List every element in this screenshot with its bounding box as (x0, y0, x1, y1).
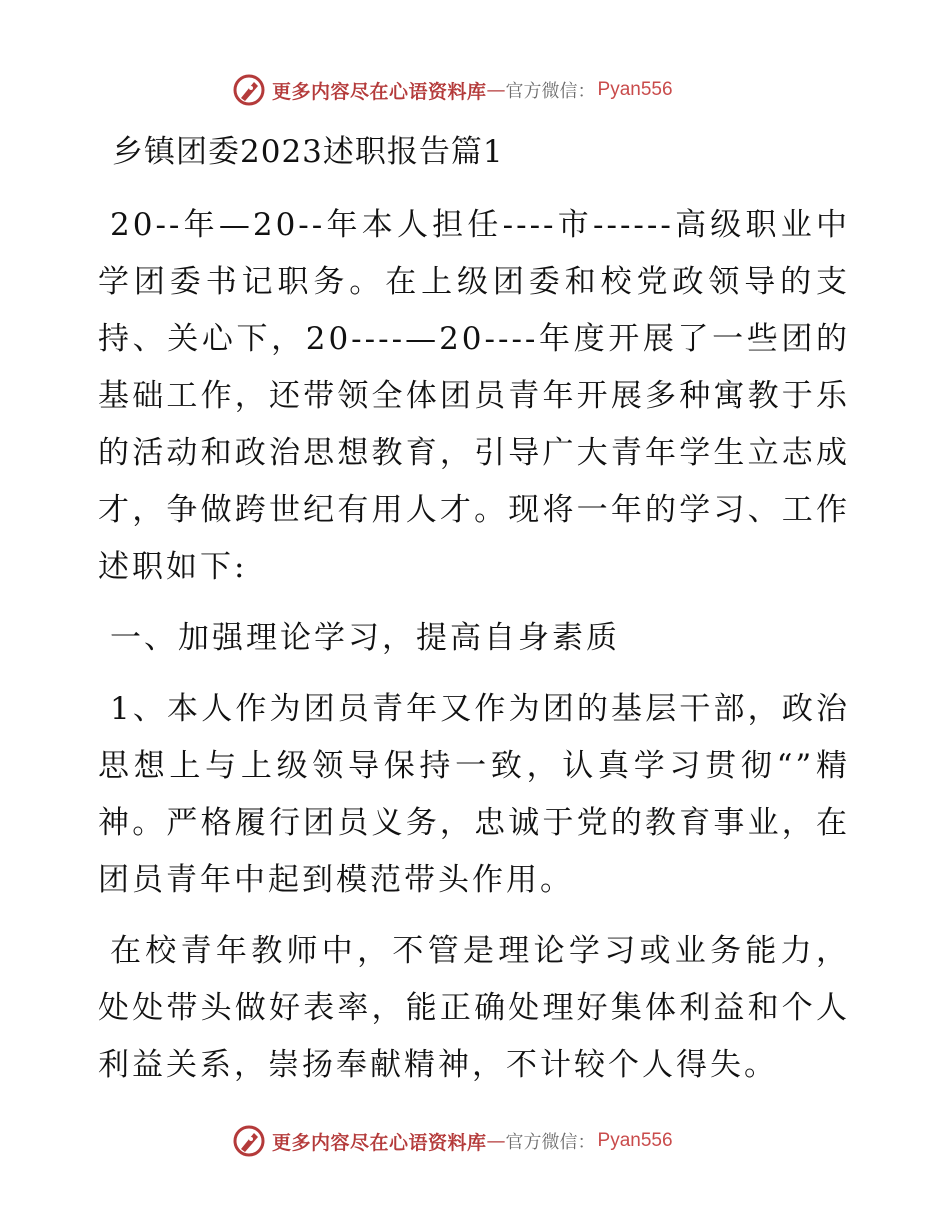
banner-site-text: 更多内容尽在心语资料库 (272, 80, 487, 103)
banner-dash: — (486, 79, 506, 101)
paragraph-2: 在校青年教师中，不管是理论学习或业务能力，处处带头做好表率，能正确处理好集体利益和个人利益关系，崇扬奉献精神，不计较个人得失。 (98, 933, 850, 1083)
pen-nib-logo-icon (232, 1124, 266, 1158)
banner-wechat-id: Pyan556 (597, 79, 673, 100)
banner-wechat-label: 官方微信： (505, 1132, 596, 1153)
footer-banner (232, 1122, 673, 1160)
banner-wechat-label: 官方微信： (505, 81, 596, 102)
banner-site-text: 更多内容尽在心语资料库 (272, 1131, 487, 1154)
header-banner (232, 71, 673, 109)
section-heading-1: 一、加强理论学习，提高自身素质 (110, 620, 620, 656)
document-title: 乡镇团委2023述职报告篇1 (112, 134, 504, 170)
banner-dash: — (486, 1130, 506, 1152)
banner-wechat-id: Pyan556 (597, 1130, 673, 1151)
pen-nib-logo-icon (232, 73, 266, 107)
paragraph-intro: 20--年—20--年本人担任----市------高级职业中学团委书记职务。在上级团委和校党政领导的支持、关心下，20----—20----年度开展了一些团的基础工作，还带领全体团员青年开展多种寓教于乐的活动和政治思想教育，引导广大青年学生立志成才，争做跨世纪有用人才。现将一年的学习、工作述职如下: (98, 207, 850, 585)
document-body (98, 197, 850, 1108)
paragraph-1: 1、本人作为团员青年又作为团的基层干部，政治思想上与上级领导保持一致，认真学习贯彻“”精神。严格履行团员义务，忠诚于党的教育事业，在团员青年中起到模范带头作用。 (98, 691, 850, 898)
